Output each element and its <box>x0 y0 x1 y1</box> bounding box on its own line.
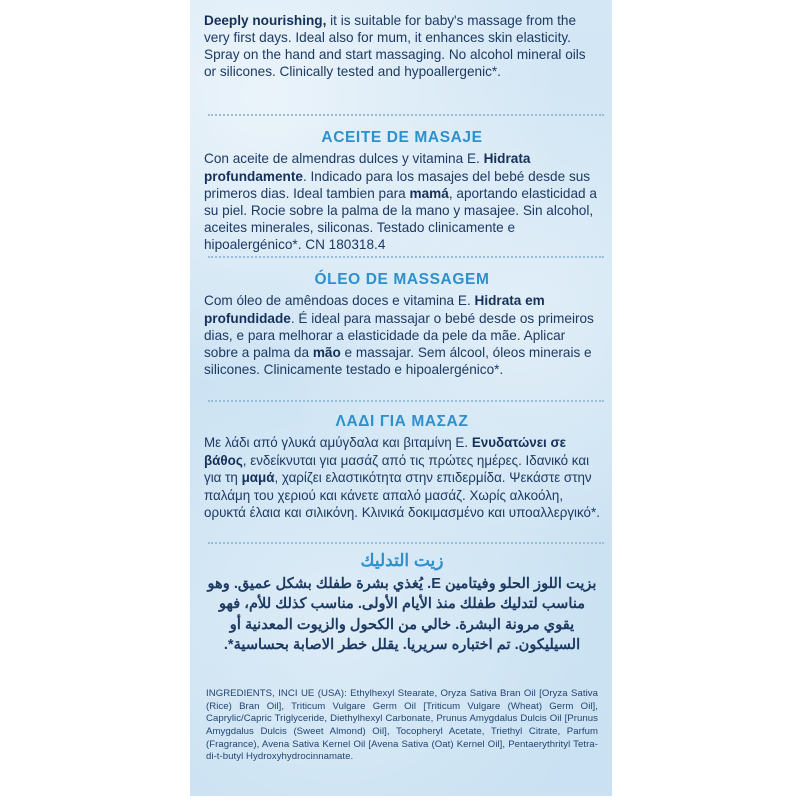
portuguese-bold2: mão <box>312 344 341 360</box>
separator-1 <box>208 114 604 116</box>
spanish-body <box>204 150 600 253</box>
separator-2 <box>208 256 604 258</box>
ingredients-text: INGREDIENTS, INCI UE (USA): Ethylhexyl Stearate, Oryza Sativa Bran Oil [Oryza Sativa (Rice) Bran Oil], Triticum Vulgare Germ Oil [Triticum Vulgare (Wheat) Germ Oil], Caprylic/Capric Triglyceride, Diethylhexyl Carbonate, Prunus Amygdalus Dulcis Oil [Prunus Amygdalus Dulcis (Sweet Almond) Oil], Tocopheryl Acetate, Triethyl Citrate, Parfum (Fragrance), Avena Sativa Kernel Oil [Avena Sativa (Oat) Kernel Oil], Pentaerythrityl Tetra-di-t-butyl Hydroxyhydrocinnamate. <box>206 688 598 763</box>
english-body <box>204 12 600 81</box>
english-lead-bold: Deeply nourishing, <box>204 13 327 28</box>
english-body-text: it is suitable for baby's massage from the very first days. Ideal also for mum, it enhances skin elasticity. Spray on the hand and start massaging. No alcohol mineral oils or silicones. Clinically tested and hypoallergenic*. <box>204 13 586 80</box>
spanish-title: ACEITE DE MASAJE <box>321 129 483 146</box>
greek-part3: , χαρίζει ελαστικότητα στην επιδερμίδα. Ψεκάστε στην παλάμη του χεριού και κάνετε απαλό μασάζ. Χωρίς αλκοόλη, ορυκτά έλαια και σιλικόνη. Κλινικά δοκιμασμένο και υποαλλεργικό*. <box>204 470 600 521</box>
separator-4 <box>208 542 604 544</box>
spanish-part2: . Indicado para los masajes del bebé desde sus primeros dias. Ideal tambien para <box>204 168 591 201</box>
portuguese-part1: Com óleo de amêndoas doces e vitamina E. <box>204 293 475 309</box>
section-greek <box>204 412 600 521</box>
portuguese-bold1: Hidrata em profundidade <box>204 293 545 326</box>
greek-bold2: μαμά <box>241 470 275 486</box>
portuguese-body <box>204 292 600 378</box>
spanish-bold1: Hidrata profundamente <box>204 151 531 184</box>
section-ingredients <box>204 688 600 764</box>
section-arabic <box>204 550 600 655</box>
arabic-title: زيت التدليك <box>360 551 444 570</box>
greek-part2: , ενδείκνυται για μασάζ από τις πρώτες ημέρες. Ιδανικό και για τη <box>204 452 590 486</box>
section-portuguese <box>204 270 600 378</box>
greek-part1: Με λάδι από γλυκά αμύγδαλα και βιταμίνη E. <box>204 435 472 451</box>
greek-title: ΛΑΔΙ ΓΙΑ ΜΑΣΑΖ <box>335 413 469 430</box>
greek-body <box>204 434 600 521</box>
label-panel <box>190 0 612 796</box>
portuguese-part3: e massajar. Sem álcool, óleos minerais e silicones. Clinicamente testado e hipoalergénico*. <box>204 344 592 377</box>
arabic-body: بزيت اللوز الحلو وفيتامين E. يُغذي بشرة طفلك بشكل عميق. وهو مناسب لتدليك طفلك منذ الأيام الأولى. مناسب كذلك للأم، فهو يقوي مرونة البشرة. خالي من الكحول والزيوت المعدنية أو السيليكون. تم اختباره سريريا. يقلل خطر الاصابة بحساسية*. <box>207 576 597 653</box>
portuguese-title: ÓLEO DE MASSAGEM <box>314 271 490 288</box>
portuguese-part2: . É ideal para massajar o bebé desde os primeiros dias, e para melhorar a elasticidade da pele da mãe. Aplicar sobre a palma da <box>204 310 594 360</box>
separator-3 <box>208 400 604 402</box>
spanish-part1: Con aceite de almendras dulces y vitamina E. <box>204 151 484 167</box>
section-english <box>204 12 600 81</box>
greek-bold1: Ενυδατώνει σε βάθος <box>204 435 567 468</box>
spanish-bold2: mamá <box>409 185 449 201</box>
spanish-part3: , aportando elasticidad a su piel. Rocie sobre la palma de la mano y masajee. Sin alcohol, aceites minerales, siliconas. Testado clinicamente e hipoalergénico*. CN 180318.4 <box>204 185 597 252</box>
section-spanish <box>204 128 600 253</box>
